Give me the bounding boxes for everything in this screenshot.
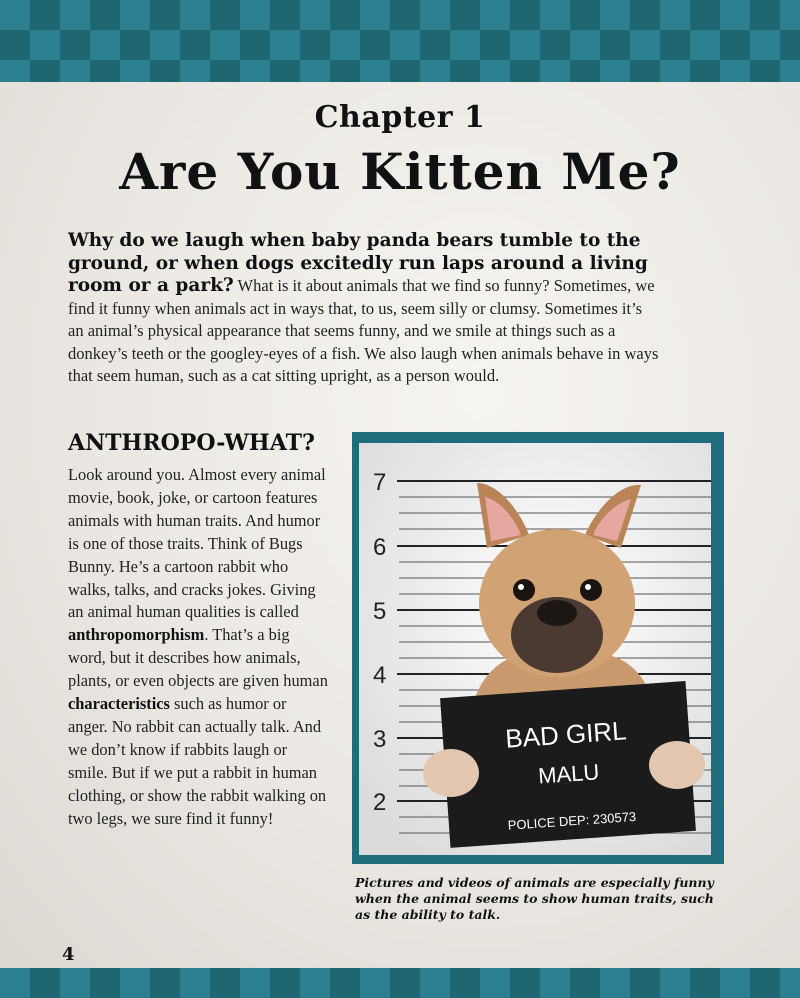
dog-left-eye bbox=[513, 579, 535, 601]
mugshot-photo bbox=[359, 443, 711, 855]
height-mark-7: 7 bbox=[373, 469, 387, 496]
mugshot-illustration bbox=[359, 443, 711, 855]
height-mark-4: 4 bbox=[373, 662, 387, 689]
page-number: 4 bbox=[62, 944, 75, 965]
dog-right-eye bbox=[580, 579, 602, 601]
height-mark-5: 5 bbox=[373, 598, 387, 625]
dog-right-paw bbox=[649, 741, 705, 789]
body-part-3: such as humor or anger. No rabbit can actually talk. And we don’t know if rabbits laugh or smile. But if we put a rabbit in human clothing, or show the rabbit walking on two legs, we sure find it funny! bbox=[68, 694, 327, 828]
intro-paragraph bbox=[68, 230, 660, 388]
chapter-title: Are You Kitten Me? bbox=[119, 142, 681, 201]
intro-text: What is it about animals that we find so funny? Sometimes, we find it funny when animals act in ways that, to us, seem silly or clumsy. Sometimes it’s an animal’s physical appearance that seems funny, and we smile at things such as a donkey’s teeth or the googley-eyes of a fish. We also laugh when animals behave in ways that seem human, such as a cat sitting upright, as a person would. bbox=[68, 276, 659, 385]
sign-line-3: POLICE DEP: 230573 bbox=[507, 808, 637, 833]
sign-line-1: BAD GIRL bbox=[504, 715, 628, 754]
height-mark-6: 6 bbox=[373, 534, 387, 561]
top-decorative-band bbox=[0, 0, 800, 82]
body-part-1: Look around you. Almost every animal movie, book, joke, or cartoon features animals with human traits. And humor is one of those traits. Think of Bugs Bunny. He’s a cartoon rabbit who walks, talks, and cracks jokes. Giving an animal human qualities is called bbox=[68, 465, 326, 622]
height-mark-3: 3 bbox=[373, 726, 387, 753]
intro-lead: Why do we laugh when baby panda bears tumble to the ground, or when dogs excitedly run laps around a living room or a park? bbox=[68, 230, 648, 296]
section-heading: ANTHROPO-WHAT? bbox=[68, 430, 315, 456]
term-characteristics: characteristics bbox=[68, 694, 170, 714]
section-body bbox=[68, 464, 330, 831]
chapter-label: Chapter 1 bbox=[314, 100, 486, 135]
sign-line-2: MALU bbox=[537, 759, 601, 789]
height-mark-2: 2 bbox=[373, 789, 387, 816]
body-part-2: . That’s a big word, but it describes how animals, plants, or even objects are given human bbox=[68, 625, 328, 691]
photo-caption: Pictures and videos of animals are especially funny when the animal seems to show human traits, such as the ability to talk. bbox=[355, 875, 714, 922]
dog-left-paw bbox=[423, 749, 479, 797]
term-anthropomorphism: anthropomorphism bbox=[68, 625, 205, 645]
bottom-decorative-band bbox=[0, 968, 800, 998]
